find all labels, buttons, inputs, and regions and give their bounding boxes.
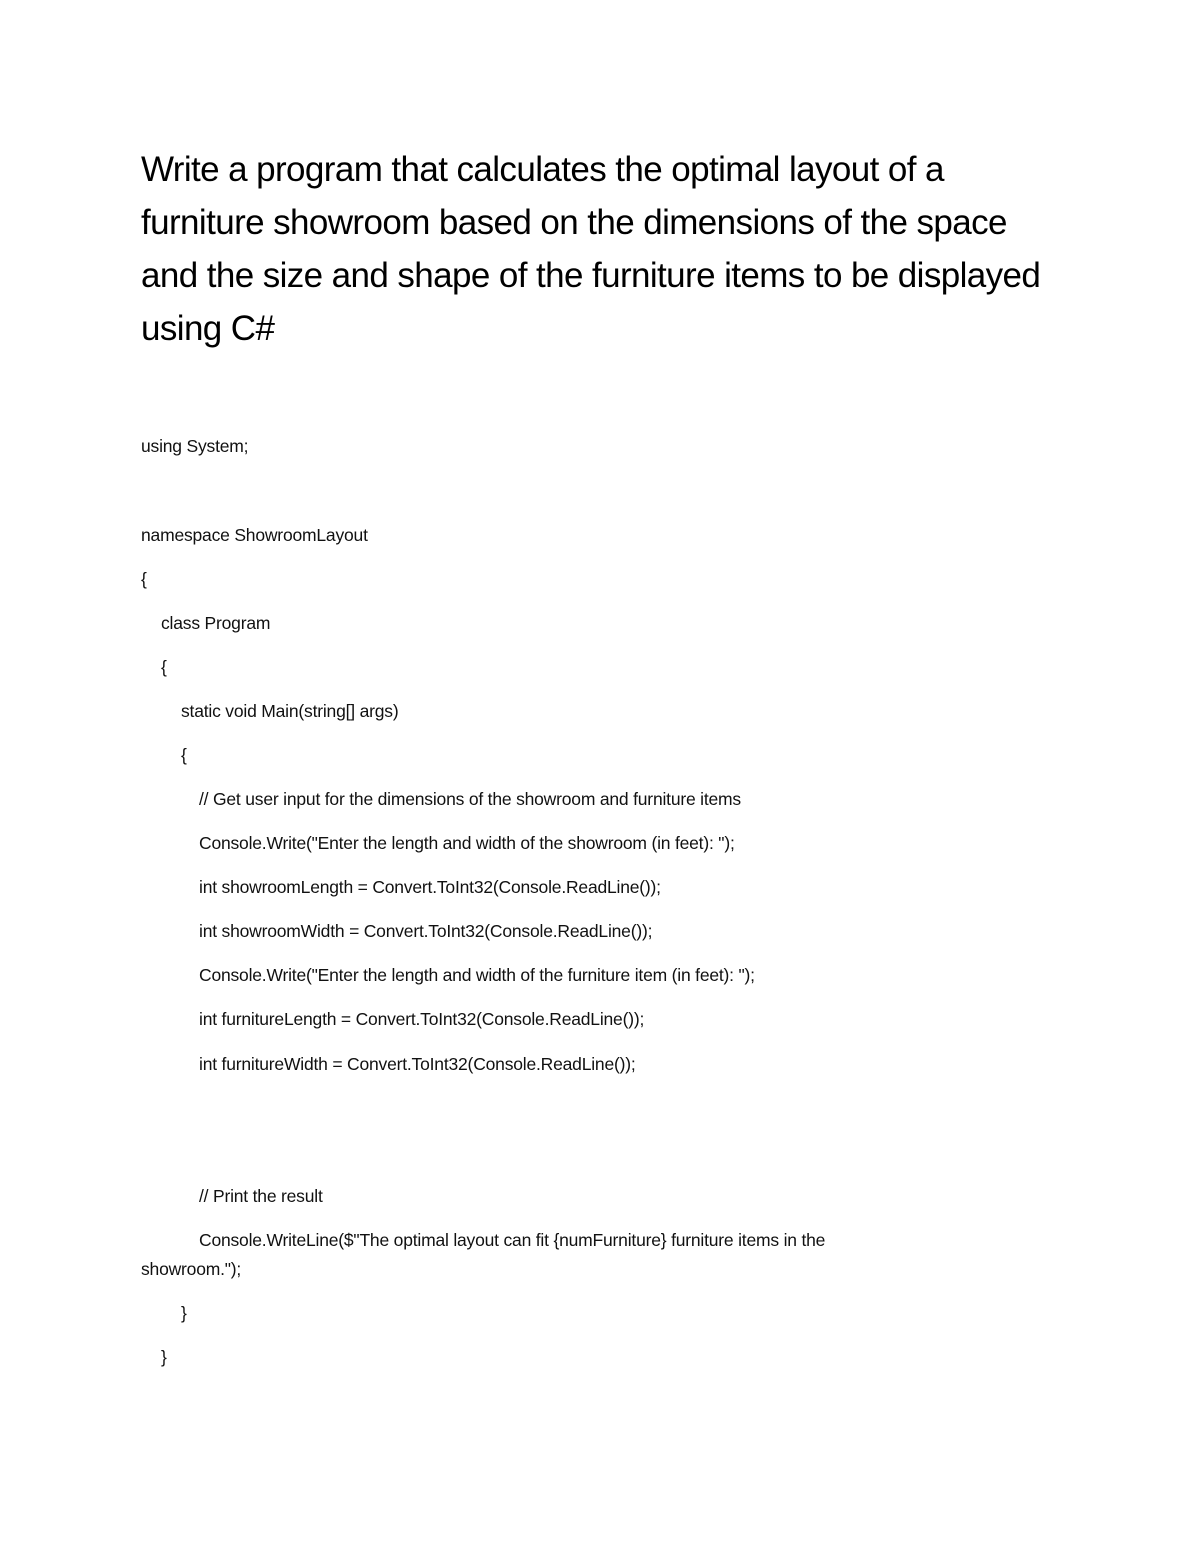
- code-line-comment-print: // Print the result: [199, 1186, 323, 1206]
- code-line-writeline-wrap: showroom.");: [141, 1259, 242, 1279]
- code-line-main-signature: static void Main(string[] args): [181, 701, 399, 721]
- code-line-namespace: namespace ShowroomLayout: [141, 525, 368, 545]
- code-line-class-open-brace: {: [161, 657, 167, 677]
- code-line-namespace-open-brace: {: [141, 569, 147, 589]
- code-line-class-close-brace: }: [161, 1347, 167, 1367]
- code-line-main-open-brace: {: [181, 745, 187, 765]
- code-line-main-close-brace: }: [181, 1303, 187, 1323]
- code-line-showroom-length: int showroomLength = Convert.ToInt32(Console.ReadLine());: [199, 877, 661, 897]
- code-line-using: using System;: [141, 436, 249, 456]
- code-line-class: class Program: [161, 613, 271, 633]
- code-line-comment-input: // Get user input for the dimensions of the showroom and furniture items: [199, 789, 741, 809]
- document-title: Write a program that calculates the optimal layout of a furniture showroom based on the dimensions of the space and the size and shape of the furniture items to be displayed using C#: [141, 150, 1041, 348]
- code-line-prompt-showroom: Console.Write("Enter the length and width of the showroom (in feet): ");: [199, 833, 735, 853]
- code-line-furniture-width: int furnitureWidth = Convert.ToInt32(Console.ReadLine());: [199, 1054, 636, 1074]
- code-line-prompt-furniture: Console.Write("Enter the length and width of the furniture item (in feet): ");: [199, 965, 755, 985]
- code-line-writeline: Console.WriteLine($"The optimal layout can fit {numFurniture} furniture items in the: [199, 1230, 826, 1250]
- code-line-furniture-length: int furnitureLength = Convert.ToInt32(Console.ReadLine());: [199, 1009, 645, 1029]
- code-line-showroom-width: int showroomWidth = Convert.ToInt32(Console.ReadLine());: [199, 921, 653, 941]
